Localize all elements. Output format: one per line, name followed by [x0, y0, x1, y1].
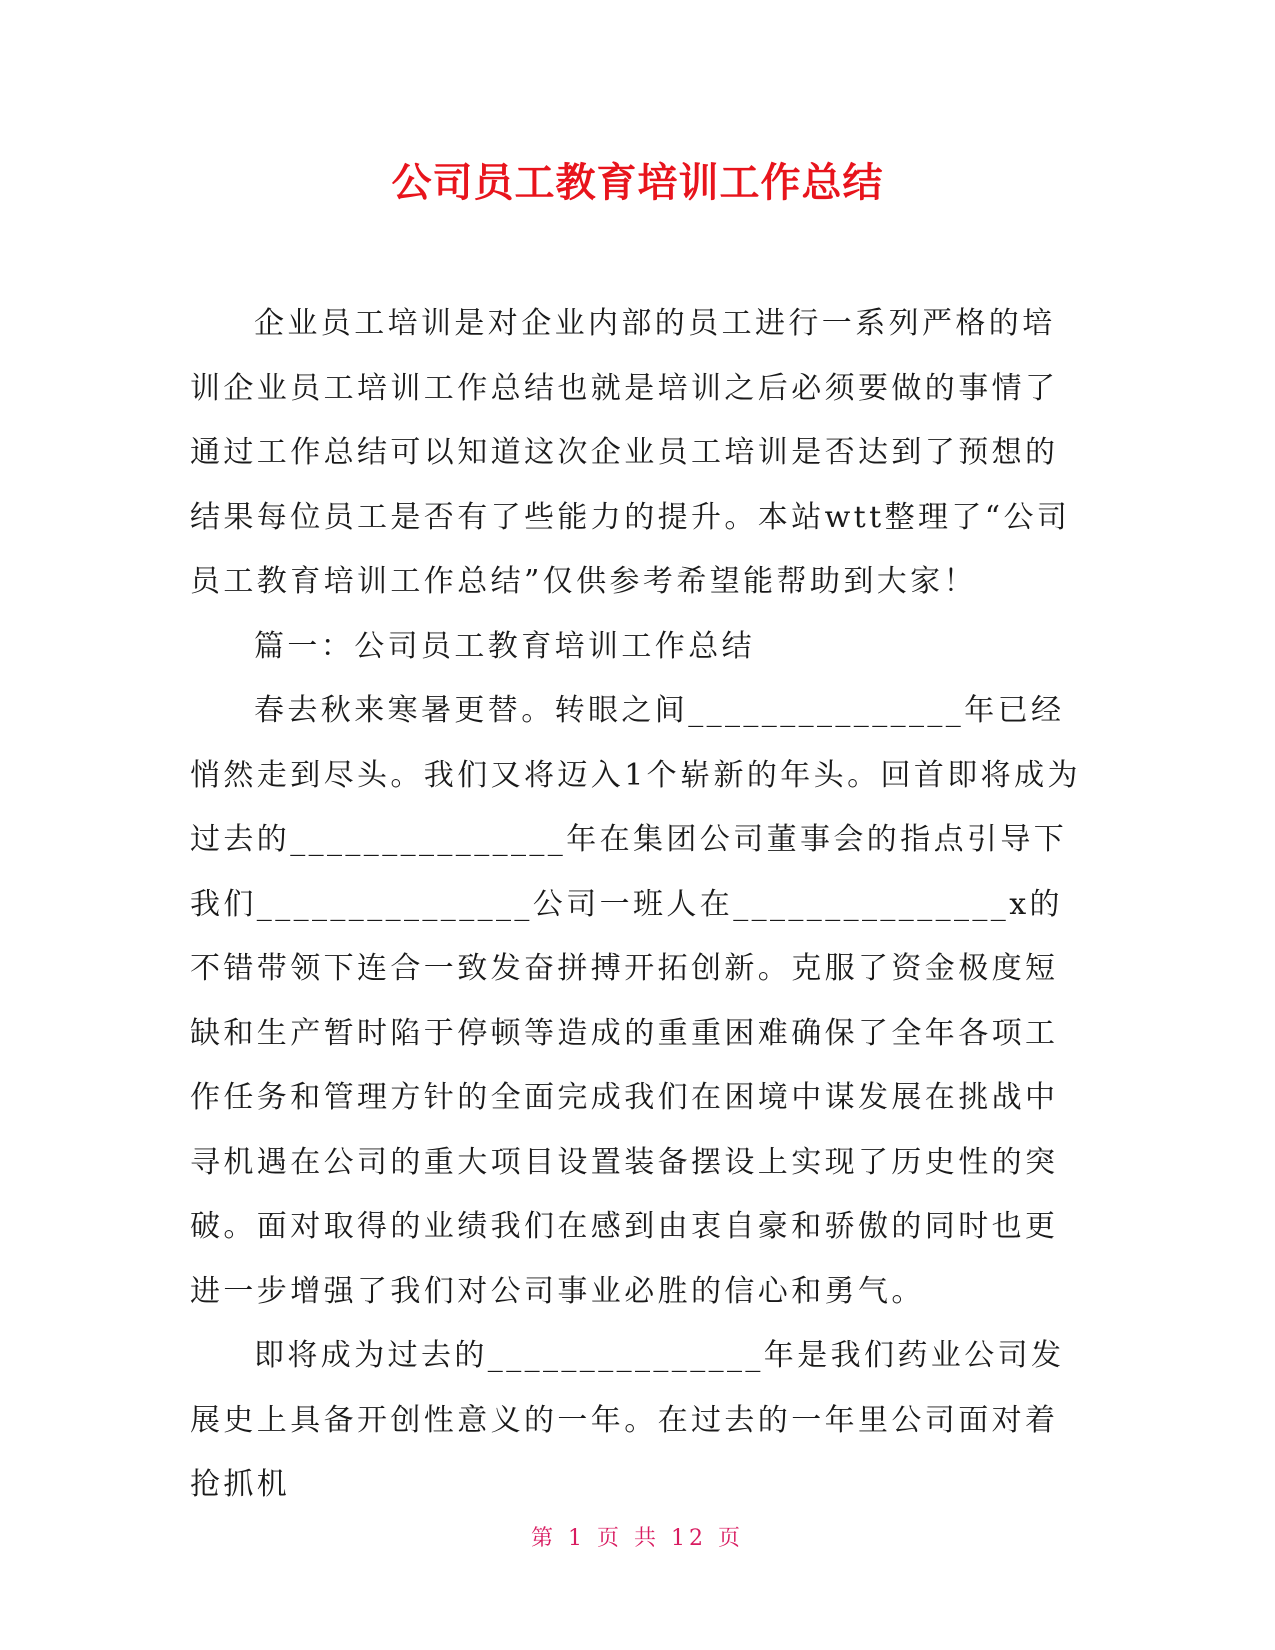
document-body [190, 292, 1085, 1518]
document-title: 公司员工教育培训工作总结 [391, 160, 884, 206]
section-heading: 篇一：公司员工教育培训工作总结 [254, 628, 755, 664]
body-paragraph: 春去秋来寒暑更替。转眼之间_______________年已经悄然走到尽头。我们又将迈入1个崭新的年头。回首即将成为过去的_______________年在集团公司董事会的指点引导下我们_______________公司一班人在_______________x的不错带领下连合一致发奋拼搏开拓创新。克服了资金极度短缺和生产暂时陷于停顿等造成的重重困难确保了全年各项工作任务和管理方针的全面完成我们在困境中谋发展在挑战中寻机遇在公司的重大项目设置装备摆设上实现了历史性的突破。面对取得的业绩我们在感到由衷自豪和骄傲的同时也更进一步增强了我们对公司事业必胜的信心和勇气。 [190, 693, 1081, 1309]
intro-paragraph: 企业员工培训是对企业内部的员工进行一系列严格的培训企业员工培训工作总结也就是培训之后必须要做的事情了通过工作总结可以知道这次企业员工培训是否达到了预想的结果每位员工是否有了些能力的提升。本站wtt整理了“公司员工教育培训工作总结”仅供参考希望能帮助到大家！ [190, 306, 1071, 599]
body-paragraph: 即将成为过去的_______________年是我们药业公司发展史上具备开创性意义的一年。在过去的一年里公司面对着抢抓机 [190, 1338, 1065, 1502]
page-footer: 第 1 页 共 12 页 [531, 1526, 744, 1551]
